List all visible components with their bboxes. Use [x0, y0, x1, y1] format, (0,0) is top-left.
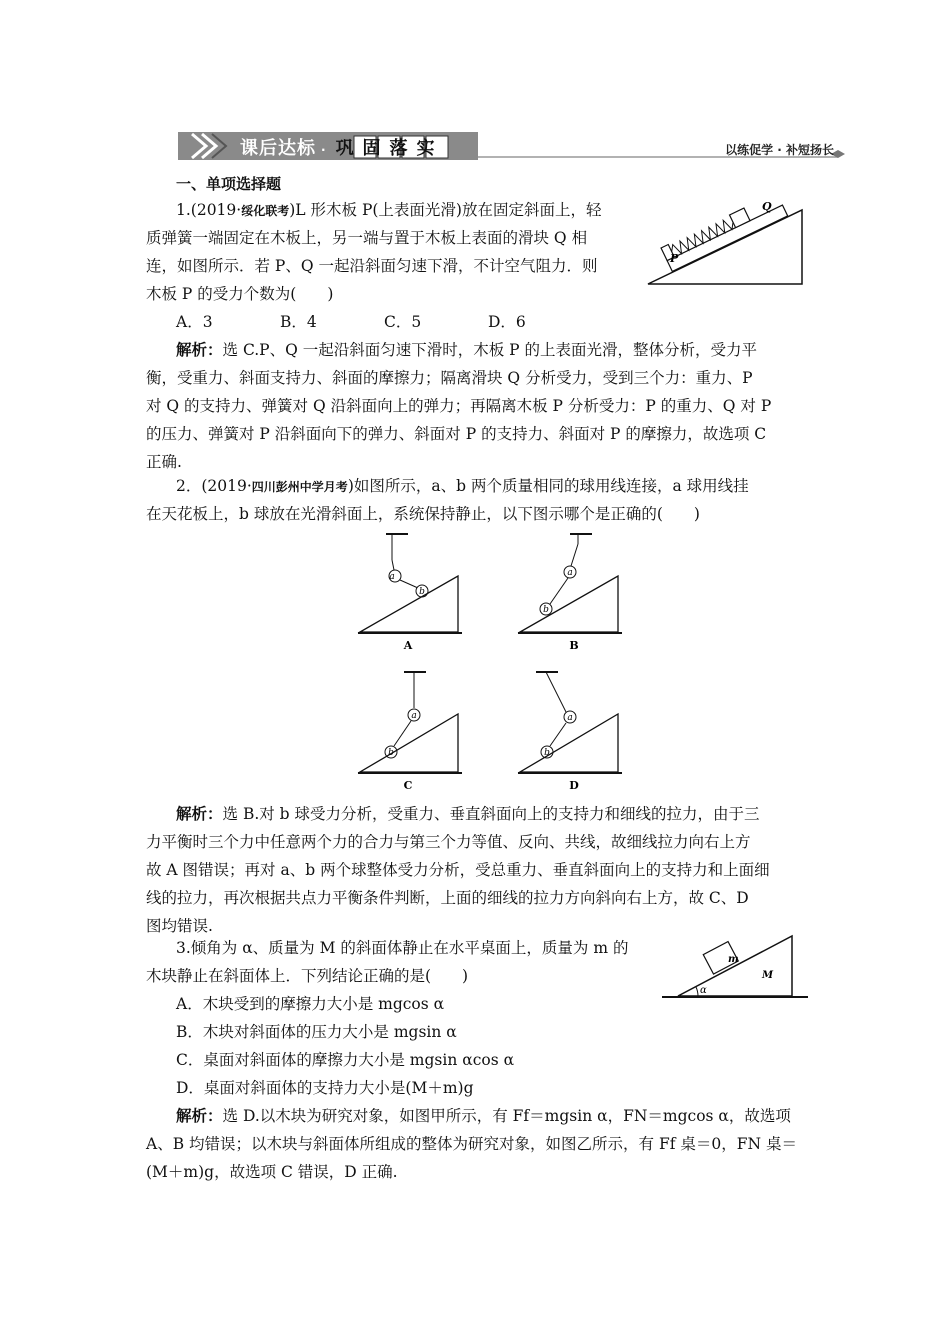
q1-option-b[interactable]: B．4	[280, 313, 317, 331]
q1-figure	[644, 198, 808, 290]
q2-figure-d	[516, 668, 626, 792]
q1-line4: 木板 P 的受力个数为( )	[146, 285, 334, 303]
svg-text:b: b	[543, 605, 549, 615]
q2-figure-a	[356, 530, 466, 654]
q1-option-a[interactable]: A．3	[176, 313, 213, 331]
q3-option-c[interactable]: C．桌面对斜面体的摩擦力大小是 mgsin αcos α	[176, 1051, 515, 1069]
q3-option-d[interactable]: D．桌面对斜面体的支持力大小是(M＋m)g	[176, 1079, 474, 1097]
q3-label-M: M	[762, 970, 774, 981]
q3-line1: 3.倾角为 α、质量为 M 的斜面体静止在水平桌面上，质量为 m 的	[176, 939, 629, 957]
svg-text:a: a	[567, 568, 573, 578]
svg-text:b: b	[388, 748, 394, 758]
q3-analysis: 解析：选 D.以木块为研究对象，如图甲所示，有 Ff＝mgsin α，FN＝mgcos α，故选项 A、B 均错误；以木块与斜面体所组成的整体为研究对象，如图乙所示，有 Ff 桌＝0，FN 桌＝ (M＋m)g，故选项 C 错误，D 正确.	[146, 1107, 797, 1181]
q3-option-b[interactable]: B．木块对斜面体的压力大小是 mgsin α	[176, 1023, 457, 1041]
banner-title: 课后达标 · 巩固落实	[240, 138, 444, 159]
q1-label-q: Q	[762, 200, 772, 213]
q3-figure	[658, 930, 810, 1004]
q3-line2: 木块静止在斜面体上．下列结论正确的是( )	[146, 967, 469, 985]
q2-analysis: 解析：选 B.对 b 球受力分析，受重力、垂直斜面向上的支持力和细线的拉力，由于三 力平衡时三个力中任意两个力的合力与第三个力等值、反向、共线，故细线拉力向右上方 故 A 图错误；再对 a、b 两个球整体受力分析，受总重力、垂直斜面向上的支持力和上面细 线的拉力，再次根据共点力平衡条件判断，上面的细线的拉力方向斜向右上方，故 C、D 图均错误.	[146, 805, 770, 935]
q1-option-d[interactable]: D．6	[488, 313, 526, 331]
q2-figure-c-label: C	[403, 779, 413, 792]
q1-label-p: P	[670, 252, 679, 265]
svg-text:b: b	[419, 587, 425, 597]
q1-option-c[interactable]: C．5	[384, 313, 422, 331]
q2-figure-d-label: D	[569, 779, 579, 792]
q1-analysis: 解析：选 C.P、Q 一起沿斜面匀速下滑时，木板 P 的上表面光滑，整体分析，受力平 衡，受重力、斜面支持力、斜面的摩擦力；隔离滑块 Q 分析受力，受到三个力：重力、P 对 Q 的支持力、弹簧对 Q 沿斜面向上的弹力；再隔离木板 P 分析受力：P 的重力、Q 对 P 的压力、弹簧对 P 沿斜面向下的弹力、斜面对 P 的支持力、斜面对 P 的摩擦力，故选项 C 正确.	[146, 341, 772, 471]
q2-figure-b-label: B	[569, 639, 579, 652]
q1-line2: 质弹簧一端固定在木板上，另一端与置于木板上表面的滑块 Q 相	[146, 229, 588, 247]
banner-slogan: 以练促学 · 补短扬长	[725, 143, 834, 157]
svg-text:a: a	[411, 711, 417, 721]
q2-line1: 2．(2019·四川彭州中学月考)如图所示，a、b 两个质量相同的球用线连接，a 球用线挂	[176, 477, 749, 495]
svg-text:a: a	[389, 572, 395, 582]
q3-label-alpha: α	[700, 985, 707, 996]
q2-line2: 在天花板上，b 球放在光滑斜面上，系统保持静止，以下图示哪个是正确的( )	[146, 505, 700, 523]
q1-line3: 连，如图所示．若 P、Q 一起沿斜面匀速下滑，不计空气阻力．则	[146, 257, 598, 275]
q2-figure-c	[356, 668, 466, 792]
section-title: 一、单项选择题	[176, 175, 282, 193]
q2-figure-a-label: A	[403, 639, 413, 652]
q1-options	[176, 308, 592, 336]
section-banner	[178, 130, 848, 162]
svg-text:b: b	[544, 748, 550, 758]
svg-text:a: a	[567, 713, 573, 723]
q1-line1: 1.(2019·绥化联考)L 形木板 P(上表面光滑)放在固定斜面上，轻	[176, 201, 602, 219]
q2-figure-b	[516, 530, 626, 654]
q3-option-a[interactable]: A．木块受到的摩擦力大小是 mgcos α	[176, 995, 445, 1013]
q3-label-m: m	[728, 954, 739, 965]
